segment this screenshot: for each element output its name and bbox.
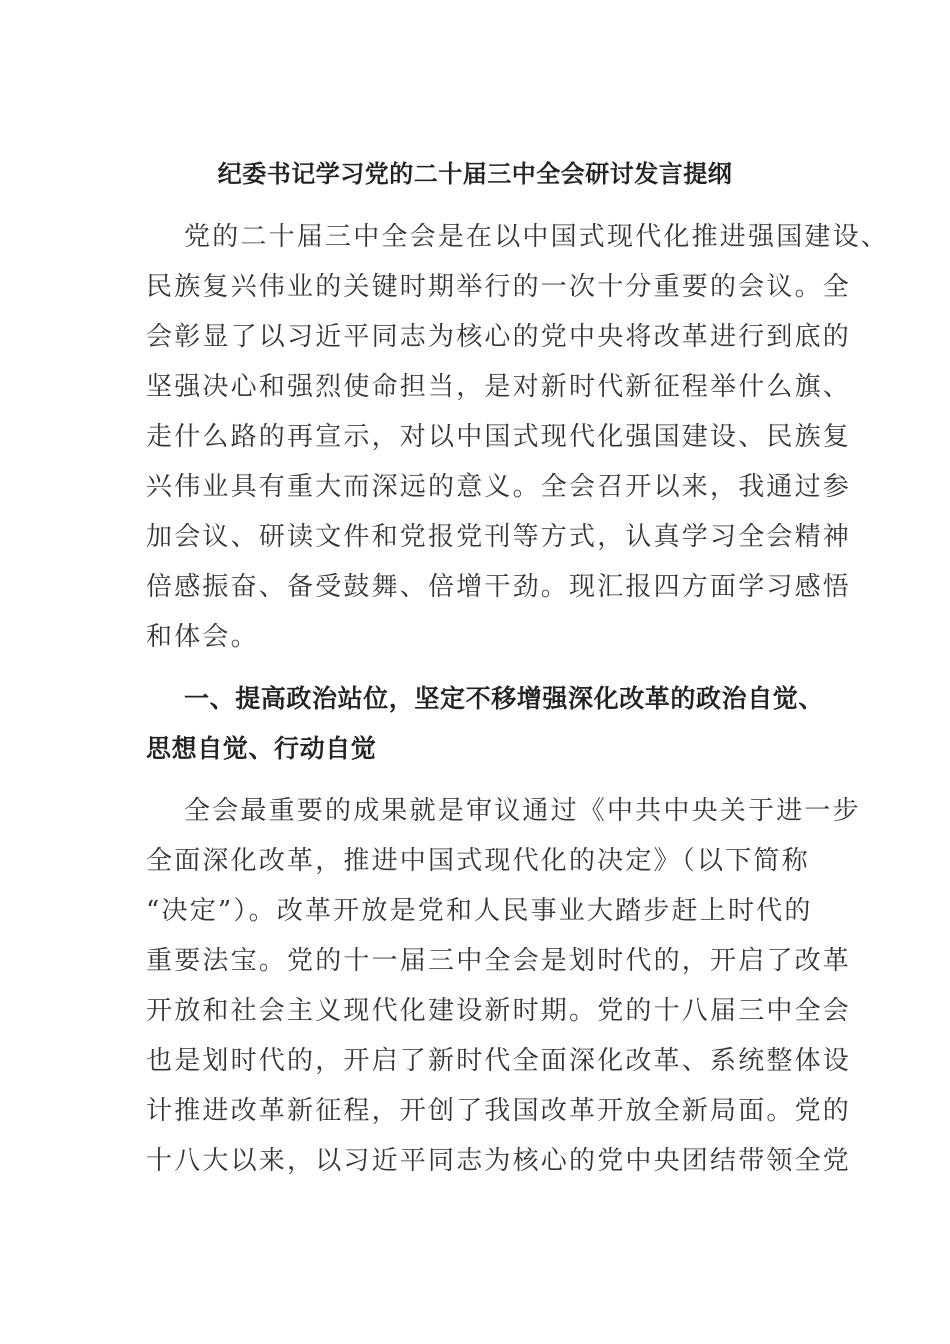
intro-line: 走什么路的再宣示，对以中国式现代化强国建设、民族复 bbox=[146, 422, 852, 452]
section-heading: 一、提高政治站位，坚定不移增强深化改革的政治自觉、 bbox=[184, 684, 825, 713]
section-body-line: 十八大以来，以习近平同志为核心的党中央团结带领全党 bbox=[146, 1146, 852, 1176]
section-body-line: 也是划时代的，开启了新时代全面深化改革、系统整体设 bbox=[146, 1046, 852, 1076]
intro-line: 兴伟业具有重大而深远的意义。全会召开以来，我通过参 bbox=[146, 472, 852, 502]
document-title: 纪委书记学习党的二十届三中全会研讨发言提纲 bbox=[217, 160, 733, 188]
intro-line: 民族复兴伟业的关键时期举行的一次十分重要的会议。全 bbox=[146, 272, 852, 302]
section-heading: 思想自觉、行动自觉 bbox=[146, 734, 377, 763]
intro-line: 加会议、研读文件和党报党刊等方式，认真学习全会精神 bbox=[146, 522, 852, 552]
section-body-line: 全会最重要的成果就是审议通过《中共中央关于进一步 bbox=[184, 796, 861, 826]
intro-line: 会彰显了以习近平同志为核心的党中央将改革进行到底的 bbox=[146, 322, 852, 352]
intro-line: 倍感振奋、备受鼓舞、倍增干劲。现汇报四方面学习感悟 bbox=[146, 572, 852, 602]
intro-line: 党的二十届三中全会是在以中国式现代化推进强国建设、 bbox=[184, 222, 890, 252]
section-body-line: 开放和社会主义现代化建设新时期。党的十八届三中全会 bbox=[146, 996, 852, 1026]
intro-line: 坚强决心和强烈使命担当，是对新时代新征程举什么旗、 bbox=[146, 372, 852, 402]
section-body-line: “决定”）。改革开放是党和人民事业大踏步赶上时代的 bbox=[146, 896, 813, 926]
intro-line: 和体会。 bbox=[146, 622, 259, 652]
section-body-line: 全面深化改革，推进中国式现代化的决定》（以下简称 bbox=[146, 846, 810, 876]
section-body-line: 重要法宝。党的十一届三中全会是划时代的，开启了改革 bbox=[146, 946, 852, 976]
section-body-line: 计推进改革新征程，开创了我国改革开放全新局面。党的 bbox=[146, 1096, 852, 1126]
